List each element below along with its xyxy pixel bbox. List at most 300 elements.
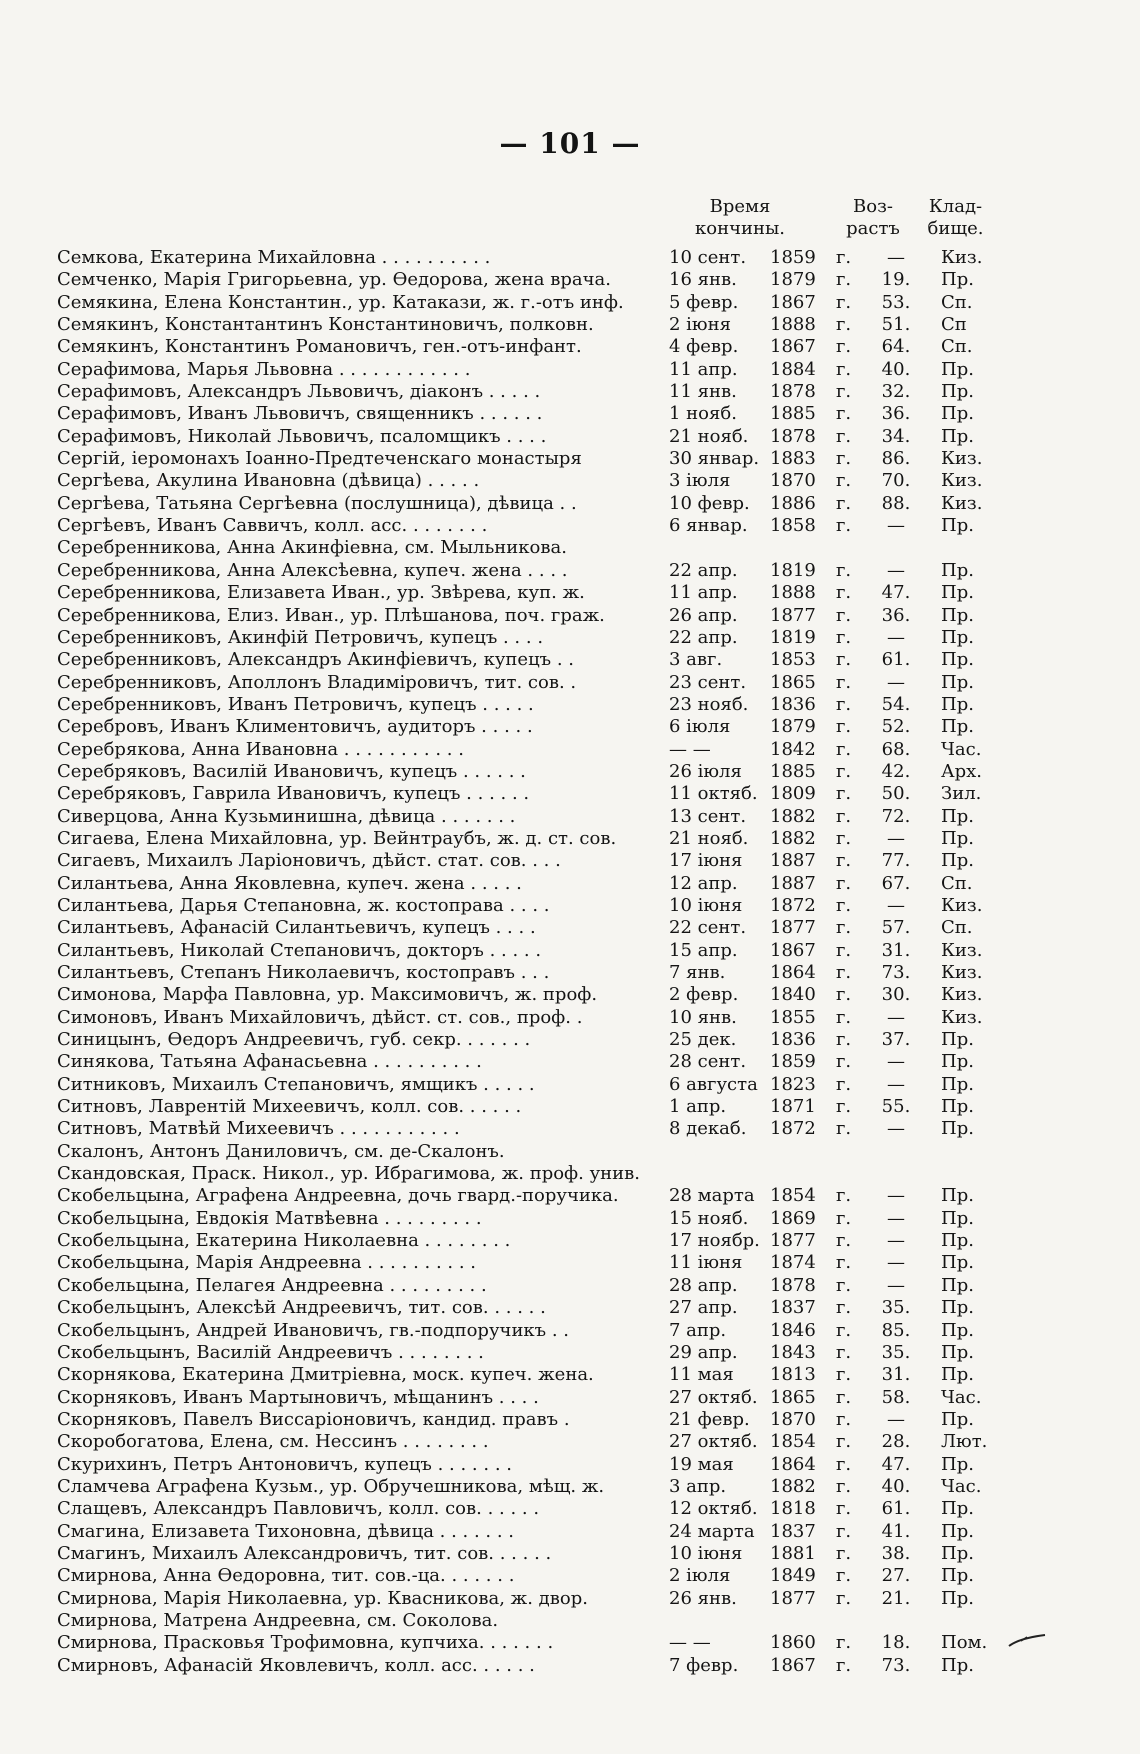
- entry-year-abbrev: г.: [836, 358, 852, 380]
- entry-death-day: 3 авг.: [669, 649, 723, 671]
- entry-name: Скобельцына, Марія Андреевна . . . . . . . . . .: [57, 1252, 477, 1274]
- entry-name: Серебренникова, Елиз. Иван., ур. Плѣшанова, поч. граж.: [57, 604, 605, 626]
- entry-death-year: 1887: [770, 850, 816, 872]
- entry-year-abbrev: г.: [836, 1051, 852, 1073]
- entry-cemetery: Сп: [941, 314, 967, 336]
- entry-year-abbrev: г.: [836, 336, 852, 358]
- entry-death-year: 1885: [770, 760, 816, 782]
- entry-name: Скобельцынъ, Андрей Ивановичъ, гв.-подпоручикъ . .: [57, 1319, 570, 1341]
- entry-death-year: 1865: [770, 671, 816, 693]
- entry-name: Серебренниковъ, Александръ Акинфіевичъ, купецъ . .: [57, 649, 574, 671]
- entry-year-abbrev: г.: [836, 1029, 852, 1051]
- entry-age: 47.: [881, 582, 911, 604]
- entry-name: Сергѣевъ, Иванъ Саввичъ, колл. асс. . . . . . . .: [57, 515, 488, 537]
- entry-death-year: 1813: [770, 1364, 816, 1386]
- entry-row: [57, 605, 1057, 627]
- entry-row: [57, 470, 1057, 492]
- entry-cemetery: Пр.: [941, 1565, 974, 1587]
- entry-year-abbrev: г.: [836, 269, 852, 291]
- entry-row: [57, 1342, 1057, 1364]
- entry-name: Серебренниковъ, Акинфій Петровичъ, купецъ . . . .: [57, 626, 544, 648]
- entry-year-abbrev: г.: [836, 1073, 852, 1095]
- entry-name: Серафимова, Марья Львовна . . . . . . . . . . . .: [57, 358, 471, 380]
- entry-death-day: 19 мая: [669, 1453, 734, 1475]
- entry-age: 21.: [881, 1587, 911, 1609]
- entry-death-day: 6 іюля: [669, 716, 731, 738]
- entry-death-year: 1878: [770, 1274, 816, 1296]
- entry-row: [57, 1454, 1057, 1476]
- entry-death-year: 1864: [770, 1453, 816, 1475]
- entry-cemetery: Пр.: [941, 1408, 974, 1430]
- entry-row: [57, 448, 1057, 470]
- entry-cemetery: Пр.: [941, 1207, 974, 1229]
- column-header: [0, 196, 1140, 244]
- entry-death-day: 30 январ.: [669, 448, 760, 470]
- entry-row: [57, 1409, 1057, 1431]
- header-age: Воз- растъ: [846, 196, 900, 239]
- entry-year-abbrev: г.: [836, 716, 852, 738]
- entry-name: Скоробогатова, Елена, см. Нессинъ . . . . . . . .: [57, 1431, 489, 1453]
- entry-death-day: 1 апр.: [669, 1096, 727, 1118]
- entry-age: 64.: [881, 336, 911, 358]
- entry-death-year: 1854: [770, 1185, 816, 1207]
- entry-name: Смирновъ, Афанасій Яковлевичъ, колл. асс. . . . . .: [57, 1654, 535, 1676]
- entry-death-day: 23 сент.: [669, 671, 747, 693]
- entry-death-day: 23 нояб.: [669, 693, 749, 715]
- entry-year-abbrev: г.: [836, 291, 852, 313]
- entry-cemetery: Пр.: [941, 604, 974, 626]
- entry-cemetery: Киз.: [941, 894, 983, 916]
- entry-row: [57, 582, 1057, 604]
- entry-death-year: 1874: [770, 1252, 816, 1274]
- entry-age: —: [887, 515, 905, 537]
- entry-death-year: 1809: [770, 783, 816, 805]
- entry-death-year: 1883: [770, 448, 816, 470]
- entry-age: 19.: [881, 269, 911, 291]
- entry-name: Смирнова, Матрена Андреевна, см. Соколова.: [57, 1609, 499, 1631]
- entry-death-day: 10 іюня: [669, 894, 743, 916]
- entry-name: Скорняковъ, Павелъ Виссаріоновичъ, кандид. правъ .: [57, 1408, 570, 1430]
- entry-age: 31.: [881, 939, 911, 961]
- entry-row: [57, 1543, 1057, 1565]
- entry-death-day: 16 янв.: [669, 269, 737, 291]
- entry-year-abbrev: г.: [836, 1632, 852, 1654]
- entry-cemetery: Час.: [941, 1475, 982, 1497]
- entry-name: Серафимовъ, Александръ Львовичъ, діаконъ . . . . .: [57, 381, 541, 403]
- entry-cemetery: Пр.: [941, 1274, 974, 1296]
- entry-year-abbrev: г.: [836, 894, 852, 916]
- entry-death-year: 1867: [770, 1654, 816, 1676]
- entry-cemetery: Пр.: [941, 1498, 974, 1520]
- ink-mark: [1007, 1634, 1047, 1648]
- entry-death-day: 26 апр.: [669, 604, 738, 626]
- entry-year-abbrev: г.: [836, 1118, 852, 1140]
- entry-row: [57, 426, 1057, 448]
- entry-row: [57, 1476, 1057, 1498]
- entry-death-year: 1837: [770, 1297, 816, 1319]
- entry-cemetery: Пр.: [941, 515, 974, 537]
- entry-cemetery: Пр.: [941, 649, 974, 671]
- entry-cemetery: Киз.: [941, 1006, 983, 1028]
- entry-death-year: 1870: [770, 470, 816, 492]
- entry-cemetery: Пр.: [941, 827, 974, 849]
- entry-row: [57, 716, 1057, 738]
- entry-cemetery: Пр.: [941, 1319, 974, 1341]
- entry-row: [57, 1655, 1057, 1677]
- entry-name: Скобельцына, Аграфена Андреевна, дочь гвард.-поручика.: [57, 1185, 619, 1207]
- entry-cemetery: Киз.: [941, 962, 983, 983]
- entry-row: [57, 359, 1057, 381]
- entry-death-day: 29 апр.: [669, 1341, 738, 1363]
- entry-cemetery: Пр.: [941, 1341, 974, 1363]
- entry-death-year: 1854: [770, 1431, 816, 1453]
- entry-year-abbrev: г.: [836, 403, 852, 425]
- entry-name: Сергѣева, Татьяна Сергѣевна (послушница), дѣвица . .: [57, 492, 577, 514]
- entry-name: Смирнова, Прасковья Трофимовна, купчиха. . . . . . .: [57, 1632, 554, 1654]
- entry-cemetery: Сп.: [941, 291, 973, 313]
- entry-name: Скобельцына, Евдокія Матвѣевна . . . . . . . . .: [57, 1207, 482, 1229]
- entry-cemetery: Киз.: [941, 448, 983, 470]
- entry-row: [57, 895, 1057, 917]
- entry-death-day: 6 августа: [669, 1073, 758, 1095]
- entry-name: Семченко, Марія Григорьевна, ур. Өедорова, жена врача.: [57, 269, 611, 291]
- entry-age: 35.: [881, 1297, 911, 1319]
- entry-name: Скобельцынъ, Алексѣй Андреевичъ, тит. сов. . . . . .: [57, 1297, 546, 1319]
- entry-row: [57, 1498, 1057, 1520]
- entry-year-abbrev: г.: [836, 381, 852, 403]
- entry-year-abbrev: г.: [836, 1341, 852, 1363]
- entry-cemetery: Пр.: [941, 269, 974, 291]
- entry-death-year: 1877: [770, 604, 816, 626]
- entry-row: [57, 381, 1057, 403]
- entry-death-day: 22 сент.: [669, 917, 747, 939]
- entry-death-year: 1886: [770, 492, 816, 514]
- entry-death-day: 10 февр.: [669, 492, 750, 514]
- entry-year-abbrev: г.: [836, 1274, 852, 1296]
- entry-death-day: 17 ноябр.: [669, 1230, 760, 1252]
- entry-name: Синицынъ, Өедоръ Андреевичъ, губ. секр. . . . . . .: [57, 1029, 531, 1051]
- entry-cemetery: Пр.: [941, 1230, 974, 1252]
- entry-age: 28.: [881, 1431, 911, 1453]
- entry-death-day: 28 апр.: [669, 1274, 738, 1296]
- entry-row: [57, 493, 1057, 515]
- entry-age: 88.: [881, 492, 911, 514]
- entry-year-abbrev: г.: [836, 1319, 852, 1341]
- entry-death-year: 1855: [770, 1006, 816, 1028]
- entry-death-day: 12 октяб.: [669, 1498, 758, 1520]
- entry-age: —: [887, 1408, 905, 1430]
- entry-year-abbrev: г.: [836, 1185, 852, 1207]
- entry-name: Слащевъ, Александръ Павловичъ, колл. сов. . . . . .: [57, 1498, 540, 1520]
- entry-name: Симонова, Марфа Павловна, ур. Максимовичъ, ж. проф.: [57, 984, 598, 1006]
- entry-death-year: 1860: [770, 1632, 816, 1654]
- entry-age: 18.: [881, 1632, 911, 1654]
- entry-row: [57, 672, 1057, 694]
- entry-age: 36.: [881, 604, 911, 626]
- entry-death-day: 28 сент.: [669, 1051, 747, 1073]
- entry-death-year: 1881: [770, 1542, 816, 1564]
- entry-death-day: 1 нояб.: [669, 403, 737, 425]
- entry-death-day: 5 февр.: [669, 291, 739, 313]
- entry-cemetery: Пр.: [941, 1654, 974, 1676]
- entry-year-abbrev: г.: [836, 559, 852, 581]
- entry-death-day: 4 февр.: [669, 336, 739, 358]
- entry-death-day: 17 іюня: [669, 850, 743, 872]
- entry-name: Серафимовъ, Николай Львовичъ, псаломщикъ . . . .: [57, 425, 547, 447]
- entry-row: [57, 1252, 1057, 1274]
- entry-cemetery: Пр.: [941, 693, 974, 715]
- entry-death-day: 26 янв.: [669, 1587, 737, 1609]
- entry-cemetery: Арх.: [941, 760, 983, 782]
- entry-name: Сламчева Аграфена Кузьм., ур. Обручешникова, мѣщ. ж.: [57, 1475, 605, 1497]
- entry-row: [57, 1141, 1057, 1163]
- entry-year-abbrev: г.: [836, 738, 852, 760]
- entry-age: 52.: [881, 716, 911, 738]
- entry-name: Скурихинъ, Петръ Антоновичъ, купецъ . . . . . . .: [57, 1453, 512, 1475]
- entry-year-abbrev: г.: [836, 492, 852, 514]
- entry-cemetery: Пр.: [941, 1453, 974, 1475]
- entry-year-abbrev: г.: [836, 1542, 852, 1564]
- entry-row: [57, 292, 1057, 314]
- entry-death-day: 3 іюля: [669, 470, 731, 492]
- entry-year-abbrev: г.: [836, 1408, 852, 1430]
- entry-death-day: 15 нояб.: [669, 1207, 749, 1229]
- entry-age: 41.: [881, 1520, 911, 1542]
- entry-death-day: 8 декаб.: [669, 1118, 747, 1140]
- entry-death-year: 1884: [770, 358, 816, 380]
- entry-age: 34.: [881, 425, 911, 447]
- entry-cemetery: Пр.: [941, 358, 974, 380]
- entry-age: 27.: [881, 1565, 911, 1587]
- entry-name: Серебряковъ, Гаврила Ивановичъ, купецъ . . . . . .: [57, 783, 530, 805]
- entry-death-year: 1858: [770, 515, 816, 537]
- entry-row: [57, 1364, 1057, 1386]
- entry-death-day: 21 нояб.: [669, 425, 749, 447]
- entry-death-day: 21 нояб.: [669, 827, 749, 849]
- entry-death-day: 10 іюня: [669, 1542, 743, 1564]
- entry-age: 55.: [881, 1096, 911, 1118]
- entry-name: Силантьева, Дарья Степановна, ж. костоправа . . . .: [57, 894, 550, 916]
- entry-row: [57, 917, 1057, 939]
- entry-row: [57, 1320, 1057, 1342]
- entry-name: Смагинъ, Михаилъ Александровичъ, тит. сов. . . . . .: [57, 1542, 552, 1564]
- entry-death-year: 1867: [770, 939, 816, 961]
- entry-year-abbrev: г.: [836, 1386, 852, 1408]
- entry-cemetery: Сп.: [941, 917, 973, 939]
- entry-age: 35.: [881, 1341, 911, 1363]
- entry-year-abbrev: г.: [836, 1498, 852, 1520]
- entry-death-day: 11 мая: [669, 1364, 734, 1386]
- entry-row: [57, 984, 1057, 1006]
- entry-row: [57, 1185, 1057, 1207]
- entry-year-abbrev: г.: [836, 805, 852, 827]
- entry-year-abbrev: г.: [836, 1431, 852, 1453]
- entry-row: [57, 1275, 1057, 1297]
- entry-cemetery: Киз.: [941, 939, 983, 961]
- entry-row: [57, 1096, 1057, 1118]
- entry-death-day: 2 февр.: [669, 984, 739, 1006]
- entry-death-year: 1869: [770, 1207, 816, 1229]
- entry-year-abbrev: г.: [836, 1453, 852, 1475]
- entry-row: [57, 850, 1057, 872]
- entry-row: [57, 1632, 1057, 1654]
- entry-death-day: 11 октяб.: [669, 783, 758, 805]
- entry-name: Симоновъ, Иванъ Михайловичъ, дѣйст. ст. сов., проф. .: [57, 1006, 583, 1028]
- entry-age: 85.: [881, 1319, 911, 1341]
- entry-death-day: 7 февр.: [669, 1654, 739, 1676]
- entry-year-abbrev: г.: [836, 1565, 852, 1587]
- entry-death-day: — —: [669, 1632, 711, 1654]
- entry-age: 38.: [881, 1542, 911, 1564]
- entry-cemetery: Сп.: [941, 872, 973, 894]
- entry-name: Силантьевъ, Николай Степановичъ, докторъ . . . . .: [57, 939, 542, 961]
- entry-death-year: 1872: [770, 1118, 816, 1140]
- entry-death-day: 12 апр.: [669, 872, 738, 894]
- entry-year-abbrev: г.: [836, 1096, 852, 1118]
- entry-death-year: 1837: [770, 1520, 816, 1542]
- entry-age: —: [887, 671, 905, 693]
- entry-death-year: 1819: [770, 559, 816, 581]
- entry-age: 40.: [881, 1475, 911, 1497]
- entry-year-abbrev: г.: [836, 1364, 852, 1386]
- entry-cemetery: Лют.: [941, 1431, 988, 1453]
- entry-age: —: [887, 626, 905, 648]
- entry-name: Семякинъ, Константинъ Романовичъ, ген.-отъ-инфант.: [57, 336, 582, 358]
- entry-name: Скандовская, Праск. Никол., ур. Ибрагимова, ж. проф. унив.: [57, 1163, 641, 1185]
- entry-age: 47.: [881, 1453, 911, 1475]
- entry-year-abbrev: г.: [836, 626, 852, 648]
- entry-row: [57, 1208, 1057, 1230]
- entry-row: [57, 1051, 1057, 1073]
- entry-year-abbrev: г.: [836, 314, 852, 336]
- entry-row: [57, 828, 1057, 850]
- entry-age: —: [887, 1185, 905, 1207]
- entry-row: [57, 1074, 1057, 1096]
- entry-death-year: 1879: [770, 716, 816, 738]
- entry-death-year: 1842: [770, 738, 816, 760]
- entry-age: 50.: [881, 783, 911, 805]
- entry-row: [57, 1297, 1057, 1319]
- entry-name: Семкова, Екатерина Михайловна . . . . . . . . . .: [57, 247, 491, 268]
- entry-death-day: 13 сент.: [669, 805, 747, 827]
- entry-name: Силантьевъ, Степанъ Николаевичъ, костоправъ . . .: [57, 962, 550, 983]
- entry-cemetery: Пр.: [941, 1051, 974, 1073]
- entry-cemetery: Киз.: [941, 984, 983, 1006]
- entry-death-day: 3 апр.: [669, 1475, 727, 1497]
- entry-cemetery: Пр.: [941, 381, 974, 403]
- entry-name: Смирнова, Марія Николаевна, ур. Квасникова, ж. двор.: [57, 1587, 588, 1609]
- entry-age: —: [887, 827, 905, 849]
- entry-row: [57, 1387, 1057, 1409]
- entry-cemetery: Пр.: [941, 1520, 974, 1542]
- entry-name: Серебренникова, Елизавета Иван., ур. Звѣрева, куп. ж.: [57, 582, 585, 604]
- entry-death-year: 1853: [770, 649, 816, 671]
- entry-death-year: 1840: [770, 984, 816, 1006]
- entry-death-year: 1823: [770, 1073, 816, 1095]
- entry-age: 72.: [881, 805, 911, 827]
- entry-cemetery: Пр.: [941, 403, 974, 425]
- entry-row: [57, 560, 1057, 582]
- entry-cemetery: Час.: [941, 1386, 982, 1408]
- entry-death-year: 1887: [770, 872, 816, 894]
- entry-cemetery: Пр.: [941, 1542, 974, 1564]
- entry-row: [57, 783, 1057, 805]
- entry-row: [57, 627, 1057, 649]
- header-cemetery: Клад- бище.: [927, 196, 984, 239]
- entry-age: —: [887, 1252, 905, 1274]
- entry-row: [57, 1521, 1057, 1543]
- entry-year-abbrev: г.: [836, 1207, 852, 1229]
- entry-age: 67.: [881, 872, 911, 894]
- page-number: — 101 —: [499, 127, 641, 160]
- entry-age: 86.: [881, 448, 911, 470]
- entry-age: —: [887, 1230, 905, 1252]
- entry-row: [57, 873, 1057, 895]
- entry-year-abbrev: г.: [836, 939, 852, 961]
- entry-death-year: 1879: [770, 269, 816, 291]
- entry-row: [57, 806, 1057, 828]
- entry-name: Семякина, Елена Константин., ур. Катакази, ж. г.-отъ инф.: [57, 291, 624, 313]
- entry-row: [57, 314, 1057, 336]
- entry-age: —: [887, 1051, 905, 1073]
- entry-name: Серебренниковъ, Аполлонъ Владиміровичъ, тит. сов. .: [57, 671, 577, 693]
- entry-cemetery: Пр.: [941, 671, 974, 693]
- entry-row: [57, 649, 1057, 671]
- entry-cemetery: Киз.: [941, 470, 983, 492]
- entry-age: 30.: [881, 984, 911, 1006]
- entry-name: Сиверцова, Анна Кузьминишна, дѣвица . . . . . . .: [57, 805, 516, 827]
- entry-death-year: 1836: [770, 693, 816, 715]
- entry-name: Серебренниковъ, Иванъ Петровичъ, купецъ . . . . .: [57, 693, 534, 715]
- entry-death-day: 26 іюля: [669, 760, 742, 782]
- entry-year-abbrev: г.: [836, 1587, 852, 1609]
- entry-age: —: [887, 894, 905, 916]
- entry-row: [57, 962, 1057, 984]
- entry-age: —: [887, 559, 905, 581]
- entry-name: Скобельцынъ, Василій Андреевичъ . . . . . . . .: [57, 1341, 484, 1363]
- entry-death-year: 1878: [770, 425, 816, 447]
- entry-year-abbrev: г.: [836, 649, 852, 671]
- entry-cemetery: Пр.: [941, 425, 974, 447]
- entry-cemetery: Пр.: [941, 626, 974, 648]
- entry-death-year: 1878: [770, 381, 816, 403]
- entry-year-abbrev: г.: [836, 872, 852, 894]
- entry-year-abbrev: г.: [836, 425, 852, 447]
- entry-year-abbrev: г.: [836, 671, 852, 693]
- entry-cemetery: Киз.: [941, 247, 983, 268]
- entry-death-day: 11 янв.: [669, 381, 737, 403]
- entry-death-year: 1867: [770, 291, 816, 313]
- entry-year-abbrev: г.: [836, 827, 852, 849]
- entry-row: [57, 537, 1057, 559]
- entry-death-day: 28 марта: [669, 1185, 755, 1207]
- entry-cemetery: Пр.: [941, 1096, 974, 1118]
- entry-age: 54.: [881, 693, 911, 715]
- entry-death-year: 1870: [770, 1408, 816, 1430]
- entry-row: [57, 1230, 1057, 1252]
- entry-cemetery: Пр.: [941, 1118, 974, 1140]
- entry-death-day: 10 сент.: [669, 247, 747, 268]
- entry-list: [57, 247, 1057, 1677]
- entry-year-abbrev: г.: [836, 1475, 852, 1497]
- entry-death-year: 1859: [770, 1051, 816, 1073]
- entry-death-year: 1888: [770, 314, 816, 336]
- entry-death-day: 10 янв.: [669, 1006, 737, 1028]
- entry-death-year: 1877: [770, 1587, 816, 1609]
- entry-cemetery: Сп.: [941, 336, 973, 358]
- entry-death-day: 27 октяб.: [669, 1431, 758, 1453]
- entry-death-year: 1871: [770, 1096, 816, 1118]
